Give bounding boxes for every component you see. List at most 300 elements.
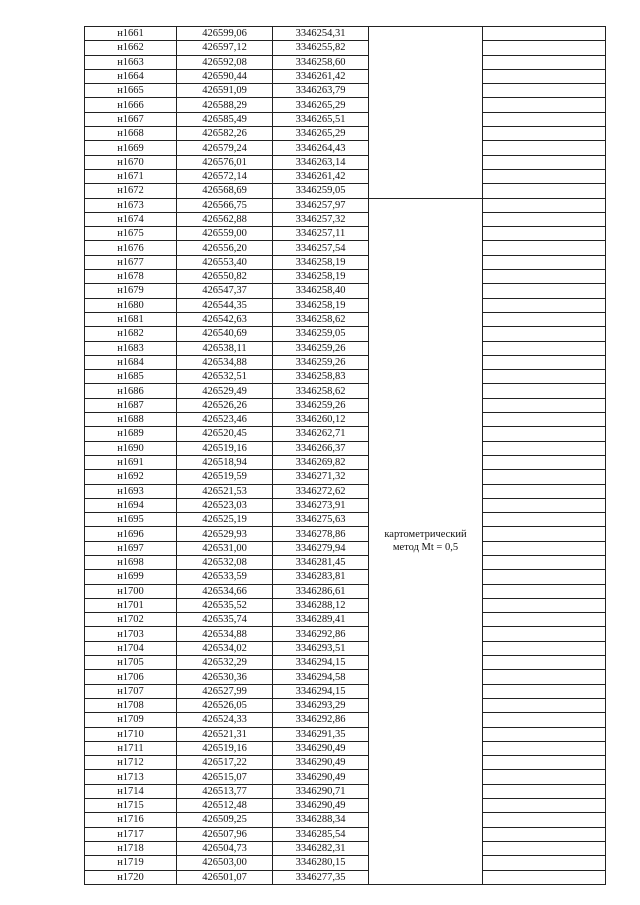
y-coordinate-cell: 3346260,12 <box>273 413 369 427</box>
empty-cell <box>483 756 606 770</box>
empty-cell <box>483 727 606 741</box>
y-coordinate-cell: 3346261,42 <box>273 69 369 83</box>
point-id-cell: н1700 <box>85 584 177 598</box>
empty-cell <box>483 541 606 555</box>
point-id-cell: н1664 <box>85 69 177 83</box>
empty-cell <box>483 527 606 541</box>
table-row <box>85 813 606 827</box>
x-coordinate-cell: 426509,25 <box>177 813 273 827</box>
y-coordinate-cell: 3346275,63 <box>273 513 369 527</box>
y-coordinate-cell: 3346265,51 <box>273 112 369 126</box>
y-coordinate-cell: 3346291,35 <box>273 727 369 741</box>
coordinate-table <box>84 26 606 885</box>
empty-cell <box>483 684 606 698</box>
empty-cell <box>483 255 606 269</box>
y-coordinate-cell: 3346259,05 <box>273 184 369 198</box>
x-coordinate-cell: 426532,51 <box>177 370 273 384</box>
table-row <box>85 856 606 870</box>
x-coordinate-cell: 426566,75 <box>177 198 273 212</box>
table-row <box>85 513 606 527</box>
table-row <box>85 55 606 69</box>
x-coordinate-cell: 426534,88 <box>177 355 273 369</box>
y-coordinate-cell: 3346293,29 <box>273 698 369 712</box>
y-coordinate-cell: 3346293,51 <box>273 641 369 655</box>
table-row <box>85 198 606 212</box>
point-id-cell: н1670 <box>85 155 177 169</box>
y-coordinate-cell: 3346258,62 <box>273 312 369 326</box>
empty-cell <box>483 398 606 412</box>
empty-cell <box>483 327 606 341</box>
point-id-cell: н1720 <box>85 870 177 884</box>
table-row <box>85 169 606 183</box>
x-coordinate-cell: 426590,44 <box>177 69 273 83</box>
table-row <box>85 398 606 412</box>
table-row <box>85 298 606 312</box>
table-row <box>85 598 606 612</box>
table-row <box>85 155 606 169</box>
y-coordinate-cell: 3346277,35 <box>273 870 369 884</box>
point-id-cell: н1688 <box>85 413 177 427</box>
y-coordinate-cell: 3346280,15 <box>273 856 369 870</box>
empty-cell <box>483 198 606 212</box>
point-id-cell: н1692 <box>85 470 177 484</box>
point-id-cell: н1713 <box>85 770 177 784</box>
x-coordinate-cell: 426526,05 <box>177 698 273 712</box>
empty-cell <box>483 127 606 141</box>
y-coordinate-cell: 3346294,15 <box>273 684 369 698</box>
x-coordinate-cell: 426544,35 <box>177 298 273 312</box>
y-coordinate-cell: 3346258,19 <box>273 298 369 312</box>
y-coordinate-cell: 3346294,15 <box>273 656 369 670</box>
x-coordinate-cell: 426559,00 <box>177 227 273 241</box>
x-coordinate-cell: 426526,26 <box>177 398 273 412</box>
x-coordinate-cell: 426520,45 <box>177 427 273 441</box>
y-coordinate-cell: 3346288,12 <box>273 598 369 612</box>
point-id-cell: н1671 <box>85 169 177 183</box>
y-coordinate-cell: 3346265,29 <box>273 127 369 141</box>
x-coordinate-cell: 426518,94 <box>177 455 273 469</box>
x-coordinate-cell: 426568,69 <box>177 184 273 198</box>
method-label-line2: метод Mt = 0,5 <box>392 542 459 554</box>
table-row <box>85 212 606 226</box>
table-row <box>85 427 606 441</box>
y-coordinate-cell: 3346255,82 <box>273 41 369 55</box>
x-coordinate-cell: 426504,73 <box>177 841 273 855</box>
table-row <box>85 355 606 369</box>
y-coordinate-cell: 3346257,32 <box>273 212 369 226</box>
table-row <box>85 841 606 855</box>
point-id-cell: н1667 <box>85 112 177 126</box>
empty-cell <box>483 27 606 41</box>
point-id-cell: н1677 <box>85 255 177 269</box>
method-label-line1: картометрический <box>384 529 467 541</box>
x-coordinate-cell: 426533,59 <box>177 570 273 584</box>
empty-cell <box>483 870 606 884</box>
point-id-cell: н1689 <box>85 427 177 441</box>
empty-cell <box>483 155 606 169</box>
x-coordinate-cell: 426523,03 <box>177 498 273 512</box>
y-coordinate-cell: 3346257,97 <box>273 198 369 212</box>
empty-cell <box>483 413 606 427</box>
point-id-cell: н1685 <box>85 370 177 384</box>
x-coordinate-cell: 426547,37 <box>177 284 273 298</box>
point-id-cell: н1669 <box>85 141 177 155</box>
x-coordinate-cell: 426519,16 <box>177 441 273 455</box>
empty-cell <box>483 784 606 798</box>
point-id-cell: н1679 <box>85 284 177 298</box>
y-coordinate-cell: 3346286,61 <box>273 584 369 598</box>
table-row <box>85 570 606 584</box>
empty-cell <box>483 284 606 298</box>
point-id-cell: н1661 <box>85 27 177 41</box>
empty-cell <box>483 241 606 255</box>
empty-cell <box>483 856 606 870</box>
table-row <box>85 555 606 569</box>
point-id-cell: н1696 <box>85 527 177 541</box>
y-coordinate-cell: 3346269,82 <box>273 455 369 469</box>
empty-cell <box>483 227 606 241</box>
x-coordinate-cell: 426542,63 <box>177 312 273 326</box>
x-coordinate-cell: 426562,88 <box>177 212 273 226</box>
empty-cell <box>483 141 606 155</box>
y-coordinate-cell: 3346279,94 <box>273 541 369 555</box>
table-row <box>85 284 606 298</box>
y-coordinate-cell: 3346273,91 <box>273 498 369 512</box>
empty-cell <box>483 584 606 598</box>
empty-cell <box>483 441 606 455</box>
x-coordinate-cell: 426512,48 <box>177 799 273 813</box>
point-id-cell: н1693 <box>85 484 177 498</box>
coordinate-table-body <box>85 27 606 885</box>
point-id-cell: н1704 <box>85 641 177 655</box>
empty-cell <box>483 370 606 384</box>
x-coordinate-cell: 426538,11 <box>177 341 273 355</box>
y-coordinate-cell: 3346289,41 <box>273 613 369 627</box>
empty-cell <box>483 841 606 855</box>
y-coordinate-cell: 3346265,29 <box>273 98 369 112</box>
empty-cell <box>483 355 606 369</box>
empty-cell <box>483 41 606 55</box>
method-cell-empty <box>369 27 483 199</box>
table-row <box>85 684 606 698</box>
table-row <box>85 713 606 727</box>
y-coordinate-cell: 3346259,26 <box>273 341 369 355</box>
x-coordinate-cell: 426521,53 <box>177 484 273 498</box>
method-cell <box>369 198 483 884</box>
x-coordinate-cell: 426599,06 <box>177 27 273 41</box>
x-coordinate-cell: 426597,12 <box>177 41 273 55</box>
point-id-cell: н1709 <box>85 713 177 727</box>
y-coordinate-cell: 3346258,60 <box>273 55 369 69</box>
y-coordinate-cell: 3346290,49 <box>273 770 369 784</box>
y-coordinate-cell: 3346278,86 <box>273 527 369 541</box>
coordinate-table-sheet <box>84 26 605 883</box>
point-id-cell: н1691 <box>85 455 177 469</box>
point-id-cell: н1708 <box>85 698 177 712</box>
table-row <box>85 498 606 512</box>
table-row <box>85 484 606 498</box>
y-coordinate-cell: 3346290,71 <box>273 784 369 798</box>
x-coordinate-cell: 426519,16 <box>177 741 273 755</box>
x-coordinate-cell: 426535,52 <box>177 598 273 612</box>
point-id-cell: н1697 <box>85 541 177 555</box>
empty-cell <box>483 656 606 670</box>
empty-cell <box>483 555 606 569</box>
x-coordinate-cell: 426585,49 <box>177 112 273 126</box>
point-id-cell: н1672 <box>85 184 177 198</box>
point-id-cell: н1675 <box>85 227 177 241</box>
empty-cell <box>483 741 606 755</box>
y-coordinate-cell: 3346259,26 <box>273 398 369 412</box>
empty-cell <box>483 384 606 398</box>
y-coordinate-cell: 3346258,19 <box>273 255 369 269</box>
table-row <box>85 527 606 541</box>
table-row <box>85 670 606 684</box>
x-coordinate-cell: 426592,08 <box>177 55 273 69</box>
x-coordinate-cell: 426532,08 <box>177 555 273 569</box>
table-row <box>85 470 606 484</box>
x-coordinate-cell: 426529,49 <box>177 384 273 398</box>
point-id-cell: н1686 <box>85 384 177 398</box>
point-id-cell: н1666 <box>85 98 177 112</box>
point-id-cell: н1678 <box>85 270 177 284</box>
y-coordinate-cell: 3346258,19 <box>273 270 369 284</box>
table-row <box>85 384 606 398</box>
point-id-cell: н1711 <box>85 741 177 755</box>
x-coordinate-cell: 426572,14 <box>177 169 273 183</box>
empty-cell <box>483 627 606 641</box>
table-row <box>85 784 606 798</box>
point-id-cell: н1662 <box>85 41 177 55</box>
table-row <box>85 541 606 555</box>
table-row <box>85 370 606 384</box>
x-coordinate-cell: 426579,24 <box>177 141 273 155</box>
point-id-cell: н1663 <box>85 55 177 69</box>
table-row <box>85 127 606 141</box>
table-row <box>85 770 606 784</box>
point-id-cell: н1687 <box>85 398 177 412</box>
y-coordinate-cell: 3346257,54 <box>273 241 369 255</box>
empty-cell <box>483 169 606 183</box>
table-row <box>85 441 606 455</box>
table-row <box>85 69 606 83</box>
x-coordinate-cell: 426576,01 <box>177 155 273 169</box>
point-id-cell: н1676 <box>85 241 177 255</box>
y-coordinate-cell: 3346288,34 <box>273 813 369 827</box>
point-id-cell: н1682 <box>85 327 177 341</box>
x-coordinate-cell: 426582,26 <box>177 127 273 141</box>
empty-cell <box>483 613 606 627</box>
x-coordinate-cell: 426535,74 <box>177 613 273 627</box>
point-id-cell: н1699 <box>85 570 177 584</box>
x-coordinate-cell: 426521,31 <box>177 727 273 741</box>
y-coordinate-cell: 3346282,31 <box>273 841 369 855</box>
empty-cell <box>483 470 606 484</box>
point-id-cell: н1680 <box>85 298 177 312</box>
empty-cell <box>483 455 606 469</box>
table-row <box>85 799 606 813</box>
point-id-cell: н1684 <box>85 355 177 369</box>
y-coordinate-cell: 3346292,86 <box>273 713 369 727</box>
point-id-cell: н1690 <box>85 441 177 455</box>
x-coordinate-cell: 426507,96 <box>177 827 273 841</box>
point-id-cell: н1705 <box>85 656 177 670</box>
y-coordinate-cell: 3346294,58 <box>273 670 369 684</box>
table-row <box>85 756 606 770</box>
x-coordinate-cell: 426529,93 <box>177 527 273 541</box>
y-coordinate-cell: 3346254,31 <box>273 27 369 41</box>
table-row <box>85 727 606 741</box>
empty-cell <box>483 770 606 784</box>
y-coordinate-cell: 3346259,05 <box>273 327 369 341</box>
table-row <box>85 613 606 627</box>
empty-cell <box>483 484 606 498</box>
empty-cell <box>483 427 606 441</box>
y-coordinate-cell: 3346266,37 <box>273 441 369 455</box>
table-row <box>85 741 606 755</box>
empty-cell <box>483 598 606 612</box>
empty-cell <box>483 112 606 126</box>
point-id-cell: н1698 <box>85 555 177 569</box>
empty-cell <box>483 184 606 198</box>
point-id-cell: н1694 <box>85 498 177 512</box>
x-coordinate-cell: 426534,02 <box>177 641 273 655</box>
y-coordinate-cell: 3346281,45 <box>273 555 369 569</box>
x-coordinate-cell: 426540,69 <box>177 327 273 341</box>
empty-cell <box>483 513 606 527</box>
point-id-cell: н1710 <box>85 727 177 741</box>
x-coordinate-cell: 426550,82 <box>177 270 273 284</box>
point-id-cell: н1702 <box>85 613 177 627</box>
point-id-cell: н1712 <box>85 756 177 770</box>
point-id-cell: н1681 <box>85 312 177 326</box>
x-coordinate-cell: 426534,66 <box>177 584 273 598</box>
x-coordinate-cell: 426591,09 <box>177 84 273 98</box>
table-row <box>85 827 606 841</box>
x-coordinate-cell: 426531,00 <box>177 541 273 555</box>
y-coordinate-cell: 3346259,26 <box>273 355 369 369</box>
empty-cell <box>483 212 606 226</box>
y-coordinate-cell: 3346283,81 <box>273 570 369 584</box>
empty-cell <box>483 55 606 69</box>
table-row <box>85 641 606 655</box>
empty-cell <box>483 69 606 83</box>
empty-cell <box>483 312 606 326</box>
table-row <box>85 312 606 326</box>
point-id-cell: н1674 <box>85 212 177 226</box>
empty-cell <box>483 298 606 312</box>
point-id-cell: н1683 <box>85 341 177 355</box>
table-row <box>85 327 606 341</box>
point-id-cell: н1717 <box>85 827 177 841</box>
empty-cell <box>483 570 606 584</box>
x-coordinate-cell: 426501,07 <box>177 870 273 884</box>
table-row <box>85 255 606 269</box>
y-coordinate-cell: 3346285,54 <box>273 827 369 841</box>
table-row <box>85 98 606 112</box>
empty-cell <box>483 813 606 827</box>
y-coordinate-cell: 3346290,49 <box>273 741 369 755</box>
x-coordinate-cell: 426556,20 <box>177 241 273 255</box>
x-coordinate-cell: 426532,29 <box>177 656 273 670</box>
table-row <box>85 112 606 126</box>
point-id-cell: н1701 <box>85 598 177 612</box>
empty-cell <box>483 341 606 355</box>
table-row <box>85 870 606 884</box>
point-id-cell: н1714 <box>85 784 177 798</box>
point-id-cell: н1718 <box>85 841 177 855</box>
point-id-cell: н1673 <box>85 198 177 212</box>
y-coordinate-cell: 3346263,14 <box>273 155 369 169</box>
x-coordinate-cell: 426524,33 <box>177 713 273 727</box>
x-coordinate-cell: 426523,46 <box>177 413 273 427</box>
x-coordinate-cell: 426517,22 <box>177 756 273 770</box>
table-row <box>85 413 606 427</box>
point-id-cell: н1715 <box>85 799 177 813</box>
table-row <box>85 698 606 712</box>
x-coordinate-cell: 426525,19 <box>177 513 273 527</box>
empty-cell <box>483 698 606 712</box>
point-id-cell: н1719 <box>85 856 177 870</box>
y-coordinate-cell: 3346264,43 <box>273 141 369 155</box>
y-coordinate-cell: 3346261,42 <box>273 169 369 183</box>
x-coordinate-cell: 426527,99 <box>177 684 273 698</box>
x-coordinate-cell: 426515,07 <box>177 770 273 784</box>
x-coordinate-cell: 426534,88 <box>177 627 273 641</box>
table-row <box>85 241 606 255</box>
point-id-cell: н1716 <box>85 813 177 827</box>
point-id-cell: н1668 <box>85 127 177 141</box>
point-id-cell: н1706 <box>85 670 177 684</box>
empty-cell <box>483 641 606 655</box>
x-coordinate-cell: 426519,59 <box>177 470 273 484</box>
table-row <box>85 227 606 241</box>
point-id-cell: н1695 <box>85 513 177 527</box>
y-coordinate-cell: 3346258,83 <box>273 370 369 384</box>
point-id-cell: н1665 <box>85 84 177 98</box>
x-coordinate-cell: 426553,40 <box>177 255 273 269</box>
table-row <box>85 627 606 641</box>
empty-cell <box>483 827 606 841</box>
empty-cell <box>483 799 606 813</box>
y-coordinate-cell: 3346290,49 <box>273 756 369 770</box>
table-row <box>85 41 606 55</box>
table-row <box>85 84 606 98</box>
point-id-cell: н1707 <box>85 684 177 698</box>
y-coordinate-cell: 3346272,62 <box>273 484 369 498</box>
y-coordinate-cell: 3346258,40 <box>273 284 369 298</box>
table-row <box>85 184 606 198</box>
empty-cell <box>483 98 606 112</box>
y-coordinate-cell: 3346258,62 <box>273 384 369 398</box>
y-coordinate-cell: 3346271,32 <box>273 470 369 484</box>
y-coordinate-cell: 3346263,79 <box>273 84 369 98</box>
empty-cell <box>483 670 606 684</box>
y-coordinate-cell: 3346262,71 <box>273 427 369 441</box>
x-coordinate-cell: 426530,36 <box>177 670 273 684</box>
table-row <box>85 141 606 155</box>
table-row <box>85 270 606 284</box>
table-row <box>85 27 606 41</box>
empty-cell <box>483 498 606 512</box>
x-coordinate-cell: 426588,29 <box>177 98 273 112</box>
y-coordinate-cell: 3346292,86 <box>273 627 369 641</box>
table-row <box>85 455 606 469</box>
x-coordinate-cell: 426503,00 <box>177 856 273 870</box>
empty-cell <box>483 84 606 98</box>
empty-cell <box>483 713 606 727</box>
y-coordinate-cell: 3346257,11 <box>273 227 369 241</box>
